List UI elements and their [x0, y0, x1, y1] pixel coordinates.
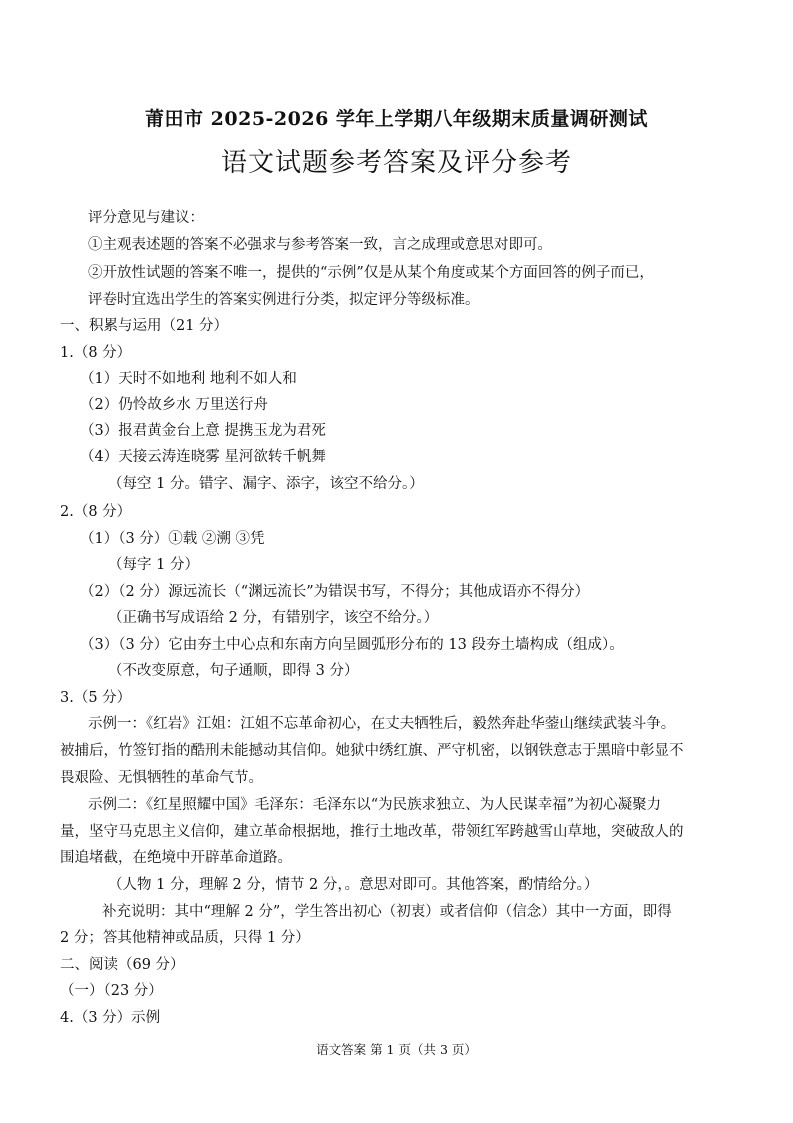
- answer-line: （3）（3 分）它由夯土中心点和东南方向呈圆弧形分布的 13 段夯土墙构成（组成）。: [80, 637, 624, 653]
- answer-line: （4）天接云涛连晓雾 星河欲转千帆舞: [80, 449, 326, 465]
- subsection-heading: （一）（23 分）: [60, 983, 163, 999]
- question-label: 3.（5 分）: [60, 690, 132, 706]
- intro-heading: 评分意见与建议：: [88, 210, 204, 226]
- question-label: 4.（3 分）示例: [60, 1010, 161, 1026]
- answer-line: 围追堵截，在绝境中开辟革命道路。: [60, 850, 292, 866]
- answer-line: （1）（3 分）①载 ②溯 ③凭: [80, 531, 265, 547]
- intro-note: ①主观表述题的答案不必强求与参考答案一致，言之成理或意思对即可。: [88, 237, 552, 253]
- question-label: 2.（8 分）: [60, 504, 132, 520]
- scoring-rule: （正确书写成语给 2 分，有错别字，该空不给分。）: [108, 610, 439, 626]
- question-label: 1.（8 分）: [60, 345, 132, 361]
- scoring-rule: （人物 1 分，理解 2 分，情节 2 分，。意思对即可。其他答案，酌情给分。）: [108, 877, 599, 893]
- answer-line: 示例二：《红星照耀中国》毛泽东：毛泽东以“为民族求独立、为人民谋幸福”为初心凝聚力: [88, 797, 662, 813]
- answer-line: （2）（2 分）源远流长（“渊远流长”为错误书写，不得分；其他成语亦不得分）: [80, 584, 590, 600]
- scoring-rule: （不改变原意，句子通顺，即得 3 分）: [108, 663, 359, 679]
- answer-line: 被捕后，竹签钉指的酷刑未能撼动其信仰。她狱中绣红旗、严守机密，以钢铁意志于黑暗中彰显不: [60, 743, 684, 759]
- answer-line: 量，坚守马克思主义信仰，建立革命根据地，推行土地改革，带领红军跨越雪山草地，突破敌人的: [60, 824, 684, 840]
- answer-line: 示例一：《红岩》江姐：江姐不忘革命初心，在丈夫牺牲后，毅然奔赴华蓥山继续武装斗争。: [88, 716, 676, 732]
- answer-line: 畏艰险、无惧牺牲的革命气节。: [60, 770, 263, 786]
- section-heading: 一、积累与运用（21 分）: [60, 318, 229, 334]
- intro-note: ②开放性试题的答案不唯一，提供的“示例”仅是从某个角度或某个方面回答的例子而已，: [88, 265, 654, 281]
- intro-note: 评卷时宜选出学生的答案实例进行分类，拟定评分等级标准。: [88, 292, 480, 308]
- scoring-rule: （每空 1 分。错字、漏字、添字，该空不给分。）: [108, 476, 424, 492]
- page-footer: 语文答案 第 1 页（共 3 页）: [316, 1042, 477, 1057]
- answer-line: （2）仍怜故乡水 万里送行舟: [80, 397, 268, 413]
- document-subtitle: 语文试题参考答案及评分参考: [220, 148, 572, 178]
- answer-line: （1）天时不如地利 地利不如人和: [80, 371, 297, 387]
- exam-title: 莆田市 2025-2026 学年上学期八年级期末质量调研测试: [145, 108, 648, 130]
- answer-line: （3）报君黄金台上意 提携玉龙为君死: [80, 423, 326, 439]
- supplement-note: 2 分；答其他精神或品质，只得 1 分）: [60, 930, 310, 946]
- scoring-rule: （每字 1 分）: [108, 557, 199, 573]
- supplement-note: 补充说明：其中“理解 2 分”，学生答出初心（初衷）或者信仰（信念）其中一方面，即得: [102, 904, 672, 920]
- section-heading: 二、阅读（69 分）: [60, 957, 185, 973]
